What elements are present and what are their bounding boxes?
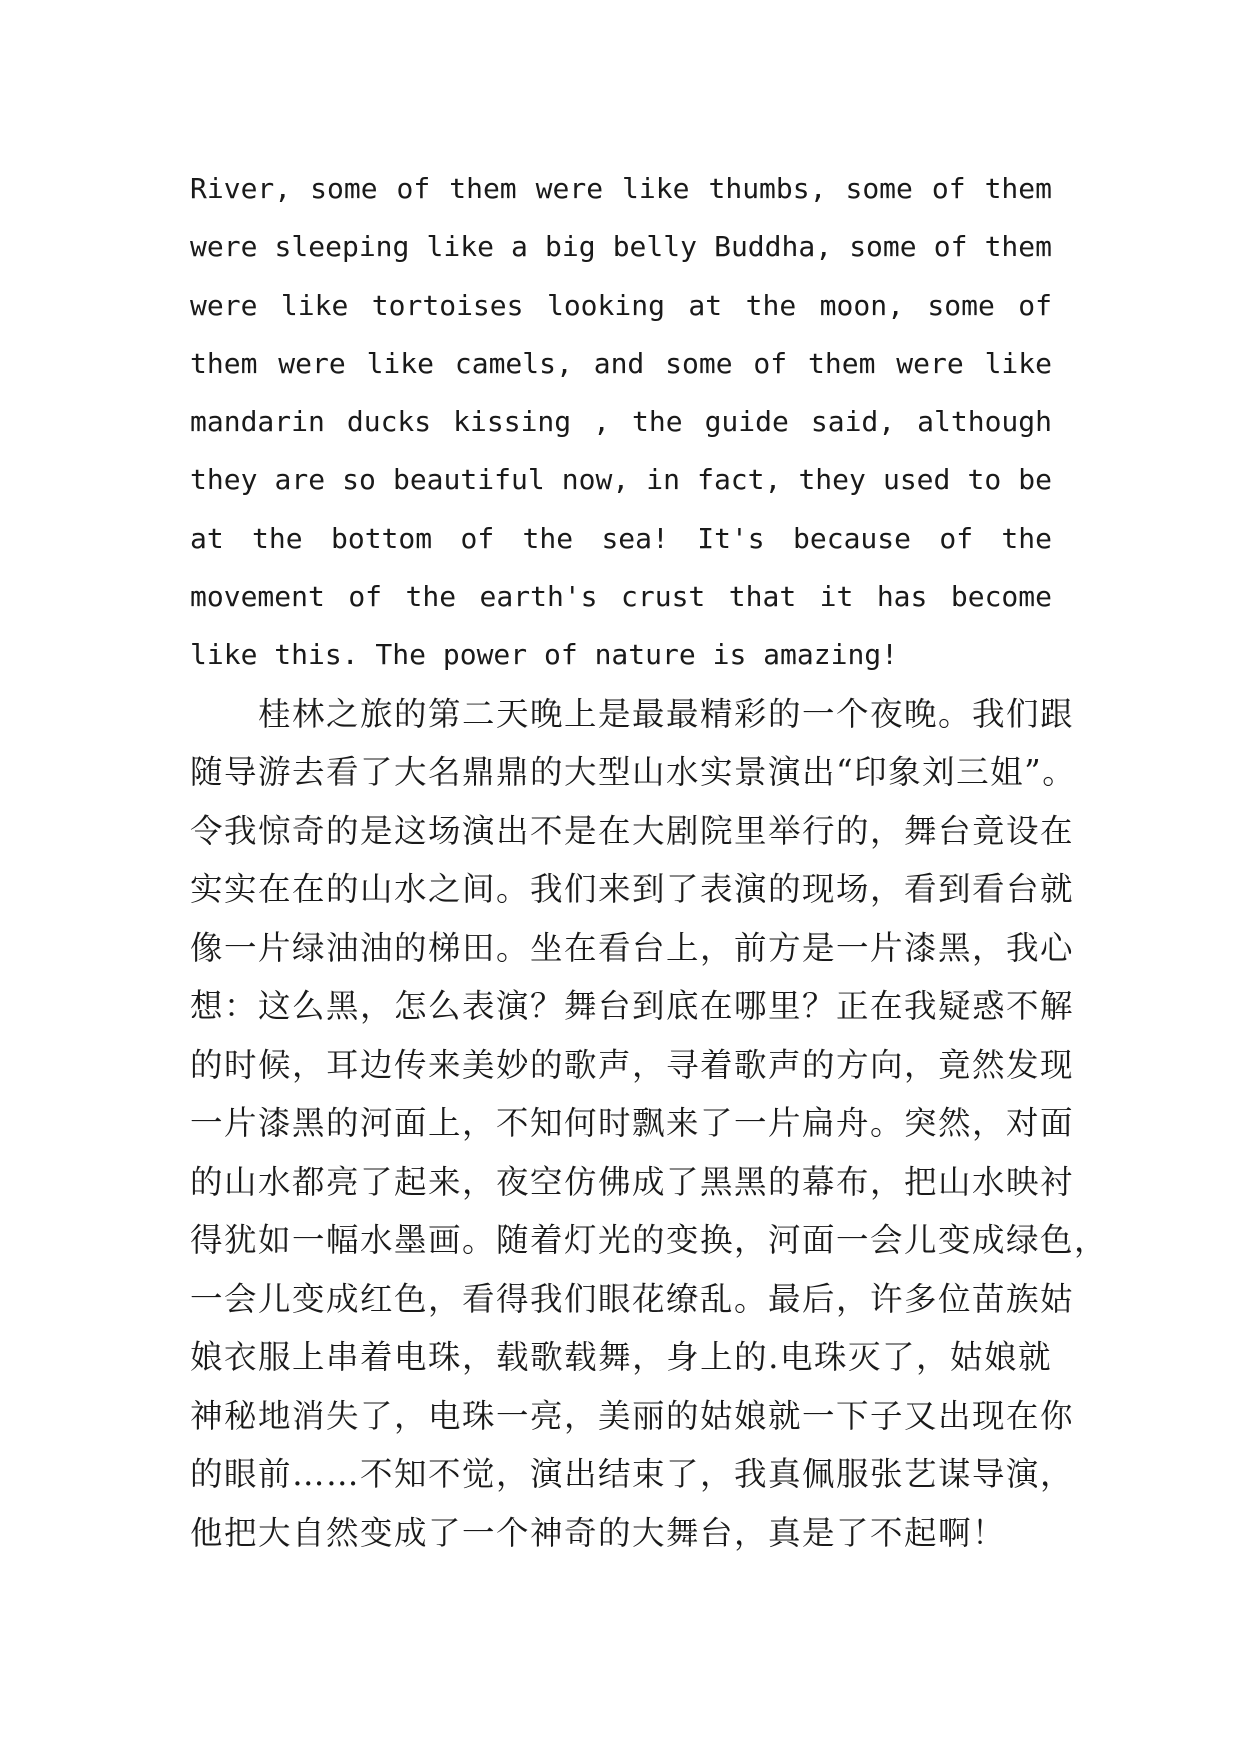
chinese-line: 随导游去看了大名鼎鼎的大型山水实景演出“印象刘三姐”。 — [190, 753, 1077, 792]
english-line: they are so beautiful now, in fact, they used to be — [190, 463, 1052, 497]
chinese-line: 娘衣服上串着电珠，载歌载舞，身上的.电珠灭了，姑娘就 — [190, 1338, 1052, 1377]
chinese-line: 想：这么黑，怎么表演？舞台到底在哪里？正在我疑惑不解 — [190, 987, 1075, 1026]
english-line: were like tortoises looking at the moon, some of — [190, 288, 1052, 322]
chinese-line-first: 桂林之旅的第二天晚上是最最精彩的一个夜晚。我们跟 — [258, 694, 1075, 733]
chinese-line: 像一片绿油油的梯田。坐在看台上，前方是一片漆黑，我心 — [190, 928, 1075, 967]
chinese-line-last: 他把大自然变成了一个神奇的大舞台，真是了不起啊！ — [190, 1513, 1007, 1552]
english-line: were sleeping like a big belly Buddha, some of them — [190, 230, 1052, 264]
chinese-line: 令我惊奇的是这场演出不是在大剧院里举行的，舞台竟设在 — [190, 811, 1075, 850]
english-line-last: like this. The power of nature is amazing! — [190, 638, 899, 672]
chinese-line: 实实在在的山水之间。我们来到了表演的现场，看到看台就 — [190, 870, 1075, 909]
text-body — [190, 160, 1109, 1562]
chinese-line: 的眼前……不知不觉，演出结束了，我真佩服张艺谋导演， — [190, 1455, 1075, 1494]
chinese-line: 神秘地消失了，电珠一亮，美丽的姑娘就一下子又出现在你 — [190, 1396, 1075, 1435]
english-paragraph — [190, 160, 1052, 685]
chinese-line: 一会儿变成红色，看得我们眼花缭乱。最后，许多位苗族姑 — [190, 1279, 1075, 1318]
chinese-line: 得犹如一幅水墨画。随着灯光的变换，河面一会儿变成绿色， — [190, 1221, 1109, 1260]
chinese-paragraph — [190, 685, 1109, 1563]
english-line: them were like camels, and some of them were like — [190, 346, 1052, 380]
english-line: mandarin ducks kissing , the guide said, although — [190, 405, 1052, 439]
english-line: movement of the earth's crust that it has become — [190, 580, 1052, 614]
chinese-line: 一片漆黑的河面上，不知何时飘来了一片扁舟。突然，对面 — [190, 1104, 1075, 1143]
chinese-line: 的时候，耳边传来美妙的歌声，寻着歌声的方向，竟然发现 — [190, 1045, 1075, 1084]
english-line: River, some of them were like thumbs, some of them — [190, 172, 1052, 205]
chinese-line: 的山水都亮了起来，夜空仿佛成了黑黑的幕布，把山水映衬 — [190, 1162, 1075, 1201]
english-line: at the bottom of the sea! It's because of the — [190, 521, 1052, 555]
